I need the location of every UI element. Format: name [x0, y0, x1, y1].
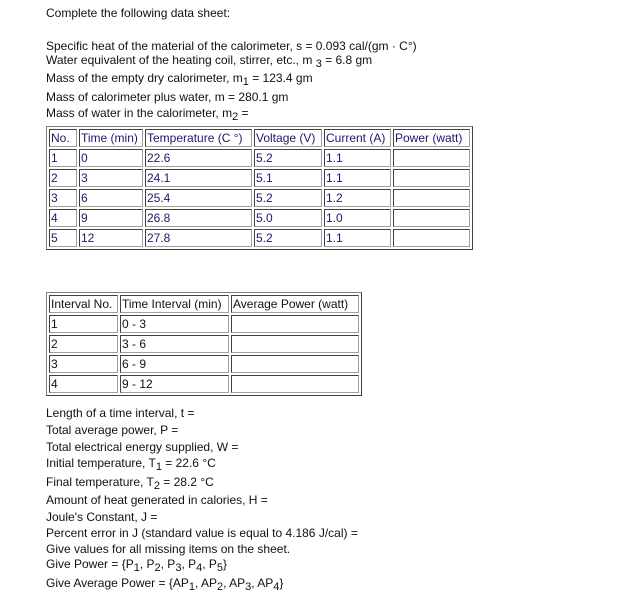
- cell: 6: [79, 189, 143, 207]
- table-header-row: [49, 129, 470, 147]
- avg-power-cell[interactable]: [231, 335, 359, 353]
- interval-length: Length of a time interval, t =: [46, 406, 195, 420]
- header-interval-no: Interval No.: [49, 295, 118, 313]
- cell: 12: [79, 229, 143, 247]
- total-energy: Total electrical energy supplied, W =: [46, 440, 239, 454]
- cell: 1.1: [324, 169, 391, 187]
- measurement-table: [46, 126, 473, 250]
- give-values-instruction: Give values for all missing items on the sheet.: [46, 542, 291, 556]
- table-row: [49, 209, 470, 227]
- total-average-power: Total average power, P =: [46, 423, 179, 437]
- power-cell[interactable]: [393, 229, 470, 247]
- table-row: [49, 189, 470, 207]
- cell: 5.1: [254, 169, 322, 187]
- header-power: Power (watt): [393, 129, 470, 147]
- cell: 3: [49, 355, 118, 373]
- power-cell[interactable]: [393, 149, 470, 167]
- table-header-row: [49, 295, 359, 313]
- table-row: [49, 169, 470, 187]
- cell: 5.2: [254, 229, 322, 247]
- cell: 1.1: [324, 149, 391, 167]
- cell: 4: [49, 209, 77, 227]
- mass-calorimeter-water: Mass of calorimeter plus water, m = 280.1 gm: [46, 90, 289, 104]
- give-average-power: Give Average Power = {$AP_1$, $AP_2$, $AP_3$, $AP_4$}: [46, 576, 284, 593]
- header-time-interval: Time Interval (min): [120, 295, 229, 313]
- cell: 24.1: [145, 169, 252, 187]
- header-current: Current (A): [324, 129, 391, 147]
- avg-power-cell[interactable]: [231, 375, 359, 393]
- cell: 25.4: [145, 189, 252, 207]
- water-equivalent: Water equivalent of the heating coil, stirrer, etc., m $_3$ = 6.8 gm: [46, 53, 373, 70]
- power-cell[interactable]: [393, 209, 470, 227]
- header-voltage: Voltage (V): [254, 129, 322, 147]
- cell: 1: [49, 315, 118, 333]
- cell: 5.0: [254, 209, 322, 227]
- cell: 6 - 9: [120, 355, 229, 373]
- table-row: [49, 335, 359, 353]
- cell: 5.2: [254, 189, 322, 207]
- header-no: No.: [49, 129, 77, 147]
- cell: 5.2: [254, 149, 322, 167]
- cell: 1.2: [324, 189, 391, 207]
- cell: 3: [79, 169, 143, 187]
- header-average-power: Average Power (watt): [231, 295, 359, 313]
- final-temperature: Final temperature, $T_2 = 28.2$ °C: [46, 475, 214, 492]
- cell: 1.1: [324, 229, 391, 247]
- cell: 9: [79, 209, 143, 227]
- give-power: Give Power = {$P_1$, $P_2$, $P_3$, $P_4$, $P_5$}: [46, 557, 228, 574]
- mass-water: Mass of water in the calorimeter, $m_2$ =: [46, 106, 249, 123]
- table-row: [49, 375, 359, 393]
- interval-table: [46, 292, 362, 396]
- table-row: [49, 355, 359, 373]
- power-cell[interactable]: [393, 189, 470, 207]
- avg-power-cell[interactable]: [231, 355, 359, 373]
- avg-power-cell[interactable]: [231, 315, 359, 333]
- heat-generated: Amount of heat generated in calories, H =: [46, 493, 268, 507]
- cell: 9 - 12: [120, 375, 229, 393]
- header-temperature: Temperature (C °): [145, 129, 252, 147]
- cell: 2: [49, 335, 118, 353]
- cell: 0: [79, 149, 143, 167]
- cell: 1: [49, 149, 77, 167]
- cell: 22.6: [145, 149, 252, 167]
- cell: 2: [49, 169, 77, 187]
- table-row: [49, 229, 470, 247]
- percent-error: Percent error in J (standard value is equal to 4.186 J/cal) =: [46, 526, 358, 540]
- cell: 3: [49, 189, 77, 207]
- cell: 4: [49, 375, 118, 393]
- power-cell[interactable]: [393, 169, 470, 187]
- cell: 0 - 3: [120, 315, 229, 333]
- cell: 3 - 6: [120, 335, 229, 353]
- cell: 5: [49, 229, 77, 247]
- initial-temperature: Initial temperature, $T_1 = 22.6$ °C: [46, 456, 216, 473]
- table-row: [49, 315, 359, 333]
- specific-heat: Specific heat of the material of the calorimeter, s = 0.093 cal/(gm · C°): [46, 39, 417, 53]
- cell: 1.0: [324, 209, 391, 227]
- joules-constant: Joule's Constant, J =: [46, 510, 158, 524]
- header-time: Time (min): [79, 129, 143, 147]
- cell: 26.8: [145, 209, 252, 227]
- intro-text: Complete the following data sheet:: [46, 6, 231, 20]
- cell: 27.8: [145, 229, 252, 247]
- table-row: [49, 149, 470, 167]
- mass-empty-calorimeter: Mass of the empty dry calorimeter, $m_1 = 123.4$ gm: [46, 71, 313, 88]
